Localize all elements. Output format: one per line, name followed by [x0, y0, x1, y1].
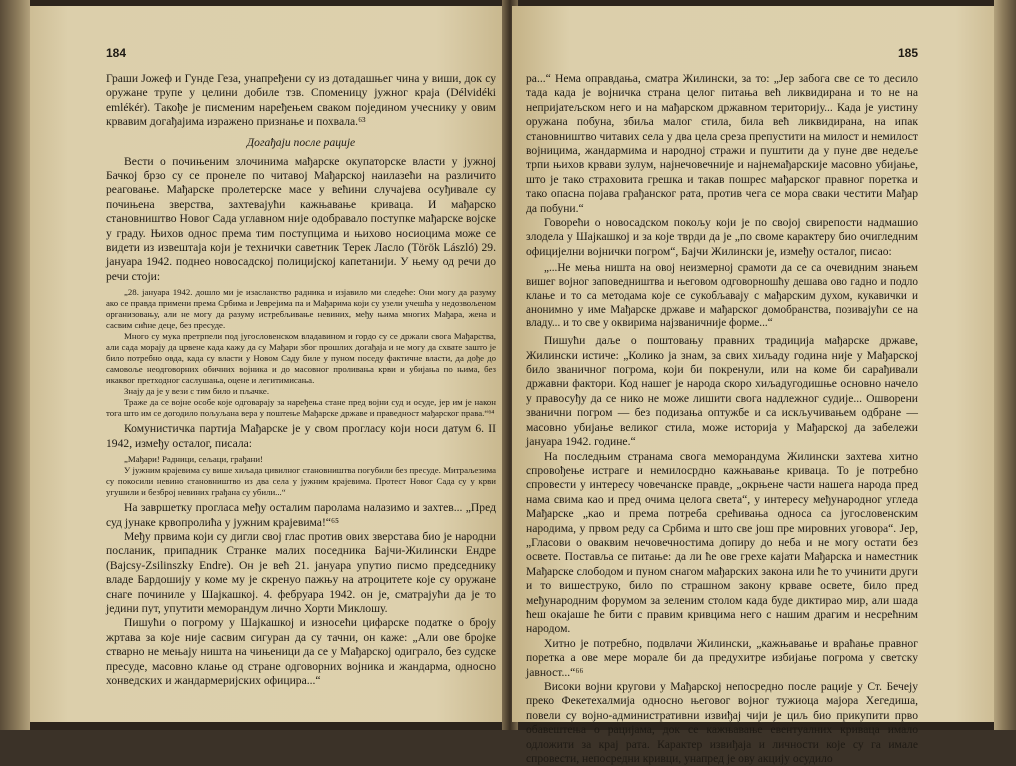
- page-number-right: 185: [897, 46, 918, 60]
- paragraph: Вести о почињеним злочинима мађарске окупаторске власти у јужној Бачкој брзо су се пронеле по читавој Мађарској наилазећи на различито реаговање. Мађарске пролетерске масе у већини случајева осуђивале су почињена зверства, захтевајући кажњавање кривaца. И мађарско становништво Новог Сада углавном није одобравало поступке мађарске војске у граду. Њихов однос према тим поступцима и њихово носиоцима може се видети из извештаја који је технички саветник Терек Ласло (Török László) 29. јануара 1942. поднео новосадској полицијској капетанији. У њему од речи до речи стоји:: [106, 154, 496, 283]
- quote-paragraph: Знају да је у вези с тим било и пљачке.: [124, 386, 270, 397]
- paragraph: Комунистичка партија Мађарске је у свом прогласу који носи датум 6. II 1942, између осталог, писала:: [106, 422, 496, 450]
- paragraph: Пишући о погрому у Шајкашкој и износећи цифарске податке о броју жртава за које није сасвим сигуран да су тачни, он каже: „Али ове бројке стварно не мењају ништа на чињеници да се у Мађарској одиграло, без судске пресуде, масовно клање од стране одговорних војника и жандарма, односно хонведских и жандармеријских официра...“: [106, 616, 496, 687]
- block-quote: [526, 262, 918, 331]
- paragraph: ра...“ Нема оправдања, сматра Жилински, за то: „Јер забога све се то десило тада када је војничка страна целог питања већ ликвидирана и то не на непријатељском него и на мађарском државном територију... Када је уистину оружана побуна, збиља малог стила, била већ ликвидирана, на ипак становништво читавих села у два цела среза препустити на милост и немилост војницима, жандармима и народној стражи и пуштити да у пуне две недеље трпи њихов крвави зулум, најнечовечније и најнемађарскије масовно убијање, што је тако страховита грешка и такав пошрес мађарског правног поретка и тако опасна појава грађанског рата, против чега се мора сваки честити Мађар да побуни.“: [526, 72, 918, 215]
- quote-paragraph: Траже да се војне особе које одговарају за наређења стане пред војни суд и осуде, јер им је након тога што им се догодило пољуљана вера у поштење Мађарске државе и праведност мађарског права.“⁶⁴: [106, 397, 496, 419]
- quote-paragraph: Много су мука претрпели под југословенском владавином и гордо су се држали свога Мађарства, али сада морају да црвене када кажу да су Мађари због прошлих догађаја и не могу да схвате зашто је било потребно овда, када су власти у Новом Саду биле у пуном поседу фактичне власти, да дође до самовоље неодговорних обичних војника и до масовног проливања крви и убијања по њима, без икаквог претходног саслушања, оцене и легитимисања.: [106, 331, 496, 386]
- paragraph: Високи војни кругови у Мађарској непосредно после рације у Ст. Бечеју преко Фекетехалмија односно његовог војног тужиоца мајора Хегедиша, повели су војно-административни извиђај чији је циљ био прикупити прво обавештења о рацијама, док се кажњавање евентуалних кривaца имало одложити за крај рата. Карактер извиђаја и личности које су га имале спровести, непосредни кривци, унапред је ову акцију осудило: [526, 680, 918, 766]
- block-quote: [106, 454, 496, 498]
- block-quote: [106, 287, 496, 419]
- quote-paragraph: „28. јануара 1942. дошло ми је изасланство радника и изјавило ми следеће: Они могу да разуму ако се правда примени према Србима и Јеврејима па и Мађарима који су узели учешћа у недозвољеном организовању, али не могу да разуму истребљивање невиних, међу њима многих Мађара, жена и сасвим сићне деце, без пресуде.: [106, 287, 496, 331]
- quote-paragraph: „Мађари! Радници, сељаци, грађани!: [124, 454, 263, 465]
- book-edge-left: [0, 0, 30, 730]
- paragraph: Пишући даље о поштовању правних традиција мађарске државе, Жилински истиче: „Колико ја знам, за свих хиљаду година није у Мађарској било званичног погрома, који би покренули, или на коме би сарађивали државни фактори. Код нашег је народа скоро хиљадугодишње основно начело у правосуђу да се нико не може лишити свога надлежног судије... Ошворени званични погром — без подизања оптужбе и са искључивањем одбране — масовно убијање великог стила, може историја у Мађарској да забележи јануара 1942. године.“: [526, 334, 918, 449]
- paragraph: Говорећи о новосадском покољу који је по својој свирепости надмашио злодела у Шајкашкој и за које тврди да је „по своме карактеру био очигледним официјелни војнички погром“, Бајчи Жилински је, између осталог, писао:: [526, 216, 918, 258]
- paragraph: На завршетку прогласа међу осталим паролама налазимо и захтев... „Пред суд јунаке крвопролића у јужним крајевима!“⁶⁵: [106, 501, 496, 529]
- book-edge-right: [994, 0, 1016, 730]
- section-heading: Догађаји после рације: [246, 135, 356, 149]
- paragraph: Граши Јожеф и Гунде Геза, унапређени су из дотадашњег чина у виши, док су оружане трупе у целини добиле тзв. Споменицу јужног краја (Délvidéki emlékér). Такође је писменим наређењем сваком поједином учеснику у овим крвавим догађајима изражено признање и похвала.⁶³: [106, 72, 496, 129]
- left-page: [30, 6, 508, 722]
- paragraph: Међу првима који су дигли свој глас против ових зверстава био је народни посланик, припадник Странке малих поседника Бајчи-Жилински Ендре (Bajcsy-Zsilinszky Endre). Он је већ 21. јануара упутио писмо председнику владе Бардошију у коме му је скренуо пажњу на атроцитете које су оружане снаге починиле у Шајкашкој. 4. фебруара 1942. он је, сматрајући да је то једини пут, упутити меморандум лично Хорти Миклошу.: [106, 529, 496, 615]
- right-page: [512, 6, 994, 766]
- paragraph: На последњим странама свога меморандума Жилински захтева хитно спровођење истраге и немилосрдно кажњавање кривaца. То је потребно спровести у интересу човечанске правде, „окрњене части нашега народа пред нама свима као и пред очима целога света“, у интересу међународног угледа Мађарске „као и према потреба срећивања односа са југословенским народима, у првом реду са Србима и што све још пре мировних уговора“. Јер, „Гласови о оваквим нечовечностима допиру до неба и не могу остати без освете. Поставља се питање: да ли ће ове грехе кајати Мађарска и наместник Мађарске слободом и пуном снагом мађарских закона или ће то учинити други и то вишеструко, било по страшном закону крваве освете, било пред међународним форумом за зеленим столом када буде диктирао мир, али шада ћеш окајаше ће бити с правим кривцима него с нашим драгим и несрећним народом.: [526, 449, 918, 636]
- paragraph: Хитно је потребно, подвлачи Жилински, „кажњавање и враћање правног поретка а ове мере морале би да предухитре избијање погрома у светску јавност...“⁶⁶: [526, 636, 918, 679]
- page-number-left: 184: [106, 46, 127, 60]
- quote-paragraph: У јужним крајевима су више хиљада цивилног становништва погубили без пресуде. Митраљезима су покосили невино становништво из два села у јужним крајевима. Протест Новог Сада су у крви угушили и безброј невиних грађана су убили...“: [106, 465, 496, 498]
- quote-paragraph: „...Не мења ништа на овој неизмерној срамоти да се са очевидним знањем вишег војног заповедништва и његовом одговорношћу дешава ово гадно и подло клање и то са методама које се сукобљавају с мађарским духом, кукавички и анонимно у име Мађарске државе и мађарског домобранства, позивајући се на владу... и то све у оквирима најзваничније форме...“: [526, 262, 918, 330]
